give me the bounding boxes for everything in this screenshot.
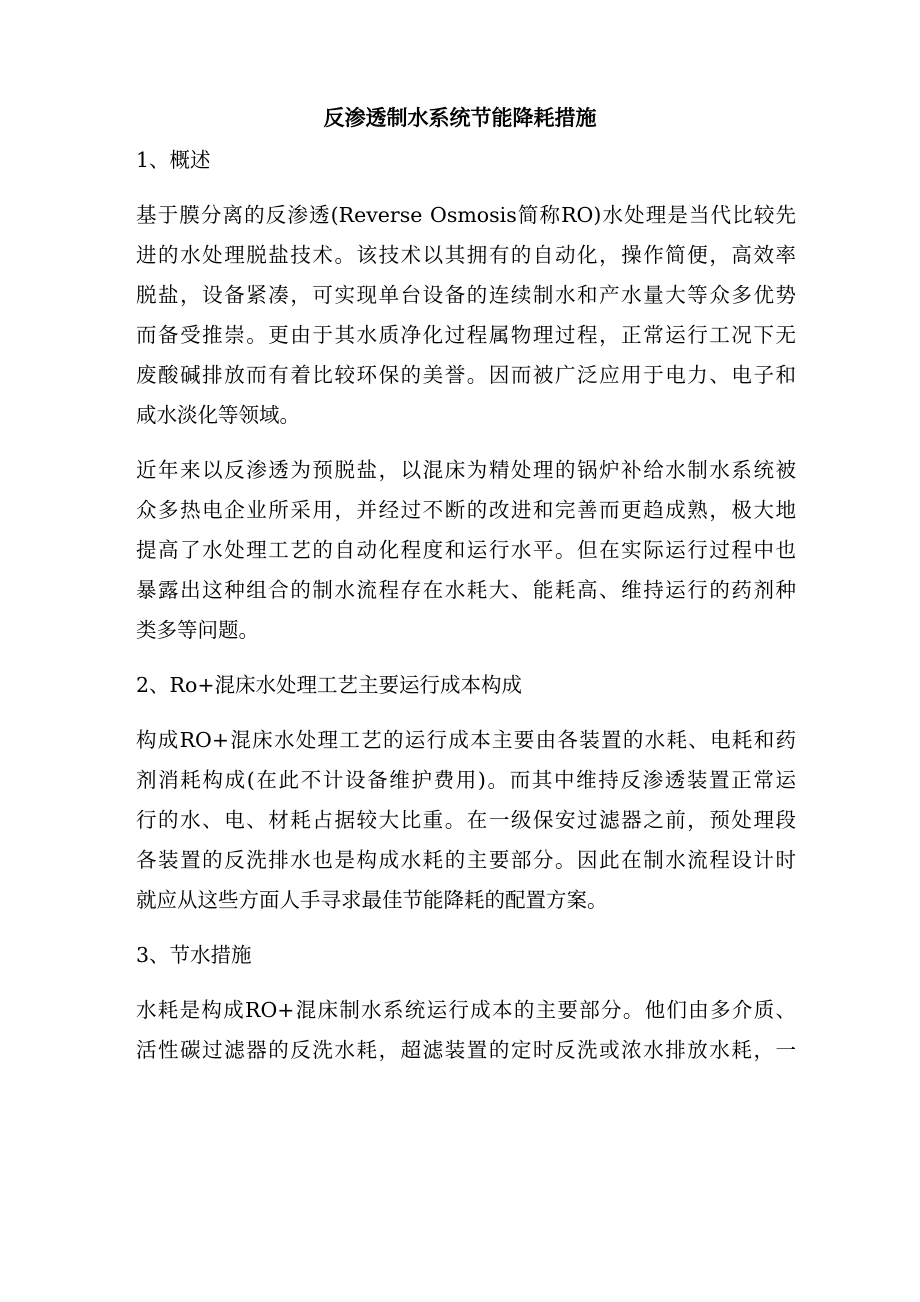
text-line: 就应从这些方面人手寻求最佳节能降耗的配置方案。 [136, 888, 608, 912]
section-heading-cost-structure: 2、Ro+混床水处理工艺主要运行成本构成 [136, 673, 522, 697]
text-line: 提高了水处理工艺的自动化程度和运行水平。但在实际运行过程中也 [136, 538, 796, 562]
text-line: 咸水淡化等领域。 [136, 403, 300, 427]
paragraph [136, 195, 796, 435]
text-line: 类多等问题。 [136, 618, 259, 642]
text-line: 众多热电企业所采用，并经过不断的改进和完善而更趋成熟，极大地 [136, 498, 796, 522]
document-title: 反渗透制水系统节能降耗措施 [323, 105, 597, 130]
text-line: 废酸碱排放而有着比较环保的美誉。因而被广泛应用于电力、电子和 [136, 363, 796, 387]
paragraph [136, 990, 796, 1070]
paragraph [136, 450, 796, 650]
section-heading-overview: 1、概述 [136, 148, 211, 172]
text-line: 近年来以反渗透为预脱盐，以混床为精处理的锅炉补给水制水系统被 [136, 458, 796, 482]
text-line: 行的水、电、材耗占据较大比重。在一级保安过滤器之前，预处理段 [136, 808, 796, 832]
text-line: 进的水处理脱盐技术。该技术以其拥有的自动化，操作简便，高效率 [136, 243, 796, 267]
text-line: 而备受推崇。更由于其水质净化过程属物理过程，正常运行工况下无 [136, 323, 796, 347]
section-heading-water-saving: 3、节水措施 [136, 943, 252, 967]
text-line: 暴露出这种组合的制水流程存在水耗大、能耗高、维持运行的药剂种 [136, 578, 796, 602]
document-body [136, 140, 796, 1085]
text-line: 水耗是构成RO+混床制水系统运行成本的主要部分。他们由多介质、 [136, 998, 796, 1022]
text-line: 脱盐，设备紧凑，可实现单台设备的连续制水和产水量大等众多优势 [136, 283, 796, 307]
text-line: 构成RO+混床水处理工艺的运行成本主要由各装置的水耗、电耗和药 [136, 728, 796, 752]
paragraph [136, 720, 796, 920]
text-line: 剂消耗构成(在此不计设备维护费用)。而其中维持反渗透装置正常运 [136, 768, 796, 792]
text-line: 各装置的反洗排水也是构成水耗的主要部分。因此在制水流程设计时 [136, 848, 796, 872]
text-line: 活性碳过滤器的反洗水耗，超滤装置的定时反洗或浓水排放水耗，一 [136, 1038, 796, 1062]
text-line: 基于膜分离的反渗透(Reverse Osmosis简称RO)水处理是当代比较先 [136, 203, 796, 227]
